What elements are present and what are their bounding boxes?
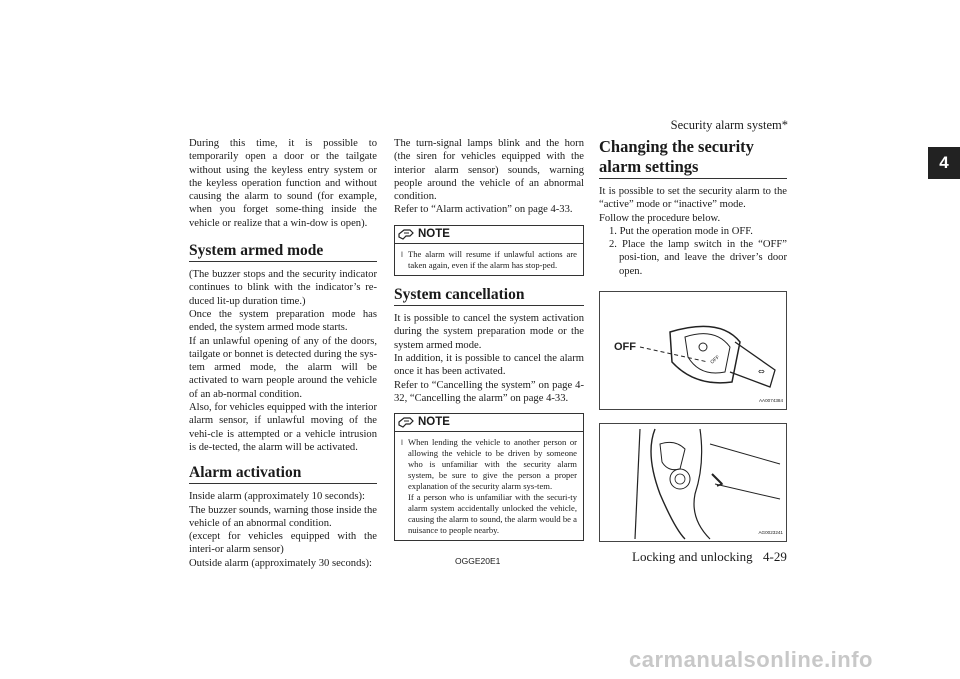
chapter-tab: 4 [928,147,960,179]
paragraph: Follow the procedure below. [599,212,721,224]
note-label: NOTE [418,416,450,429]
paragraph: In addition, it is possible to cancel the alarm once it has been activated. [394,352,584,378]
page-number: 4-29 [763,549,787,564]
column-middle [394,137,584,551]
figure-code: AG0023241 [758,529,783,535]
running-header: Security alarm system* [670,118,788,132]
paragraph: (except for vehicles equipped with the interi-or alarm sensor) [189,531,377,556]
paragraph: The turn-signal lamps blink and the horn (the siren for vehicles equipped with the interior alarm sensor) sounds, warning people around the vehicle of an abnormal condition. [394,138,584,203]
column-right [599,137,787,542]
step-2: 2. Place the lamp switch in the “OFF” posi-tion, and leave the driver’s door open. [609,239,787,277]
section-heading-changing-settings: Changing the security alarm settings [599,137,787,179]
step-1: 1. Put the operation mode in OFF. [609,225,753,237]
paragraph: The buzzer sounds, warning those inside the vehicle of an abnormal condition. [189,504,377,529]
paragraph: Refer to “Alarm activation” on page 4-33. [394,204,573,216]
figure-driver-door [599,423,787,542]
paragraph: Also, for vehicles equipped with the interior alarm sensor, if unlawful moving of the vehi-cle is attempted or a vehicle intrusion is de-tected, the alarm will be activated. [189,402,377,453]
paragraph: Refer to “Cancelling the system” on page 4-32, “Cancelling the alarm” on page 4-33. [394,379,584,404]
paragraph: Outside alarm (approximately 30 seconds): [189,557,372,569]
figure-lamp-switch [599,291,787,410]
section-heading-system-cancellation: System cancellation [394,286,584,306]
bullet: l [401,251,403,260]
note-label: NOTE [418,227,450,240]
bullet: l [401,439,403,448]
paragraph: If an unlawful opening of any of the doors, tailgate or bonnet is detected during the sys-tem armed mode, the alarm will be activated to warn people around the vehicle of an ab-normal condition. [189,335,377,400]
paragraph: (The buzzer stops and the security indicator continues to blink with the indicator’s re-duced lit-up duration time.) [189,269,377,307]
document-code: OGGE20E1 [455,556,501,566]
figure-code: AA0074384 [758,397,783,403]
svg-text:⇔: ⇔ [758,367,765,377]
paragraph: Inside alarm (approximately 10 seconds): [189,491,365,503]
watermark: carmanualsonline.info [629,647,873,672]
note-hand-icon [398,228,414,241]
paragraph: It is possible to cancel the system activation during the system preparation mode or the system armed mode. [394,313,584,351]
section-heading-alarm-activation: Alarm activation [189,464,377,484]
note-text: The alarm will resume if unlawful actions are taken again, even if the alarm has stop-ped. [407,249,577,271]
note-hand-icon [398,416,414,429]
svg-text:OFF: OFF [709,354,721,366]
lamp-switch-illustration [600,292,787,410]
note-text: When lending the vehicle to another person or allowing the vehicle to be driven by someone who is unfamiliar with the security alarm system, be sure to give the person a proper explanation of the security alarm sys-tem. [407,437,577,492]
driver-door-illustration [600,424,787,542]
note-box [394,413,584,541]
intro-paragraph: During this time, it is possible to temporarily open a door or the tailgate without using the keyless entry system or the keyless operation function and without causing the alarm to sound (for example, when you forget some-thing inside the vehicle or realize that a win-dow is open). [189,138,377,229]
note-box [394,225,584,276]
paragraph: Once the system preparation mode has ended, the system armed mode starts. [189,308,377,334]
section-heading-armed-mode: System armed mode [189,242,377,262]
off-label: OFF [614,341,636,354]
footer-section-title: Locking and unlocking [632,549,753,564]
note-text: If a person who is unfamiliar with the securi-ty alarm system accidentally unlocked the vehicle, causing the alarm to sound, the alarm would be a nuisance to people nearby. [407,492,577,536]
note-header [395,414,583,432]
column-left [189,137,377,570]
paragraph: It is possible to set the security alarm to the “active” mode or “inactive” mode. [599,186,787,211]
note-header [395,226,583,244]
